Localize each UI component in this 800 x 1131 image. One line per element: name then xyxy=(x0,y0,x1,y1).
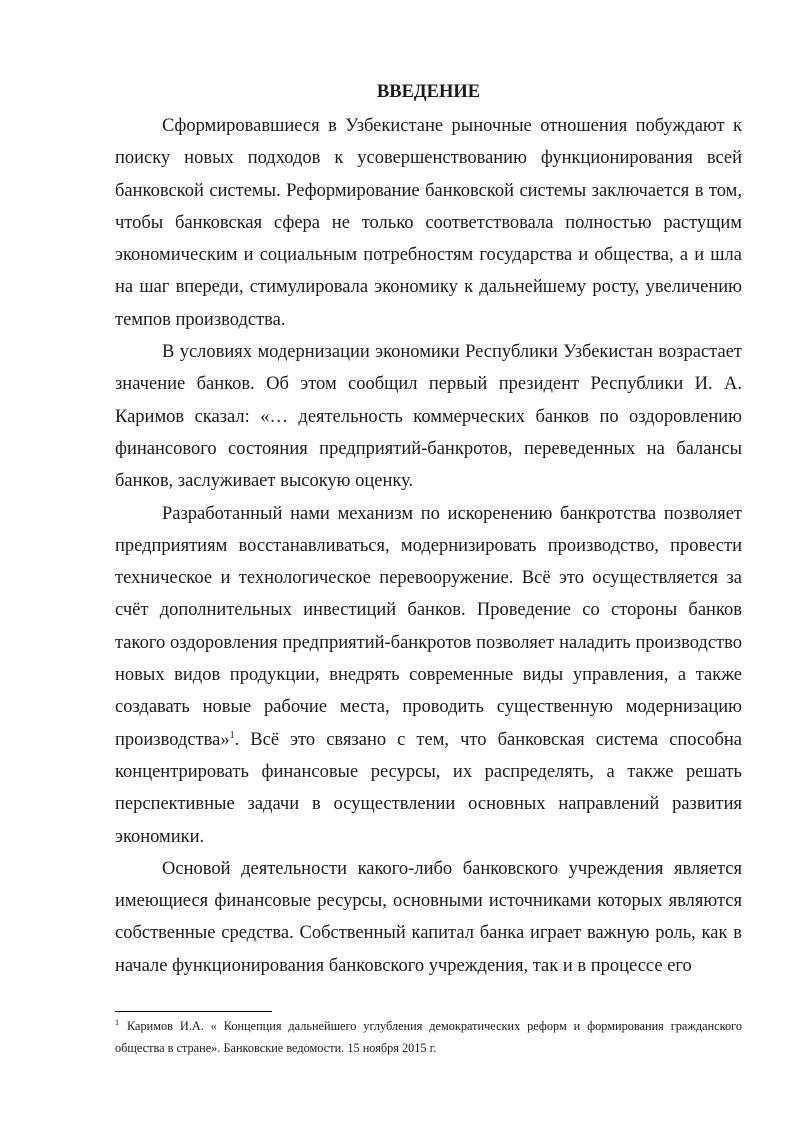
footnote-text: Каримов И.А. « Концепция дальнейшего углубления демократических реформ и формирования гражданского общества в стране». Банковские ведомости. 15 ноября 2015 г. xyxy=(115,1019,742,1055)
paragraph-1: Сформировавшиеся в Узбекистане рыночные отношения побуждают к поиску новых подходов к усовершенствованию функционирования всей банковской системы. Реформирование банковской системы заключается в том, чтобы банковская сфера не только соответствовала полностью растущим экономическим и социальным потребностям государства и общества, а и шла на шаг впереди, стимулировала экономику к дальнейшему росту, увеличению темпов производства. xyxy=(115,116,742,330)
page-title: ВВЕДЕНИЕ xyxy=(376,82,481,102)
footnote-separator xyxy=(115,1011,272,1012)
paragraph-3 xyxy=(115,498,742,853)
paragraph-2: В условиях модернизации экономики Республики Узбекистан возрастает значение банков. Об этом сообщил первый президент Республики И. А. Каримов сказал: «… деятельность коммерческих банков по оздоровлению финансового состояния предприятий-банкротов, переведенных на балансы банков, заслуживает высокую оценку. xyxy=(115,342,742,492)
footnote-number: 1 xyxy=(115,1017,119,1027)
document-body xyxy=(115,78,742,982)
footnote xyxy=(115,1015,742,1059)
footnote-reference: 1 xyxy=(229,729,235,741)
paragraph-3-text-before-note: Разработанный нами механизм по искоренению банкротства позволяет предприятиям восстанавливаться, модернизировать производство, провести техническое и технологическое перевооружение. Всё это осуществляется за счёт дополнительных инвестиций банков. Проведение со стороны банков такого оздоровления предприятий-банкротов позволяет наладить производство новых видов продукции, внедрять современные виды управления, а также создавать новые рабочие места, проводить существенную модернизацию производства» xyxy=(115,503,742,750)
paragraph-4: Основой деятельности какого-либо банковского учреждения является имеющиеся финансовые ресурсы, основными источниками которых являются собственные средства. Собственный капитал банка играет важную роль, как в начале функционирования банковского учреждения, так и в процессе его xyxy=(115,858,742,976)
paragraph-3-text-after-note: . Всё это связано с тем, что банковская система способна концентрировать финансовые ресурсы, их распределять, а также решать перспективные задачи в осуществлении основных направлений развития экономики. xyxy=(115,729,742,847)
